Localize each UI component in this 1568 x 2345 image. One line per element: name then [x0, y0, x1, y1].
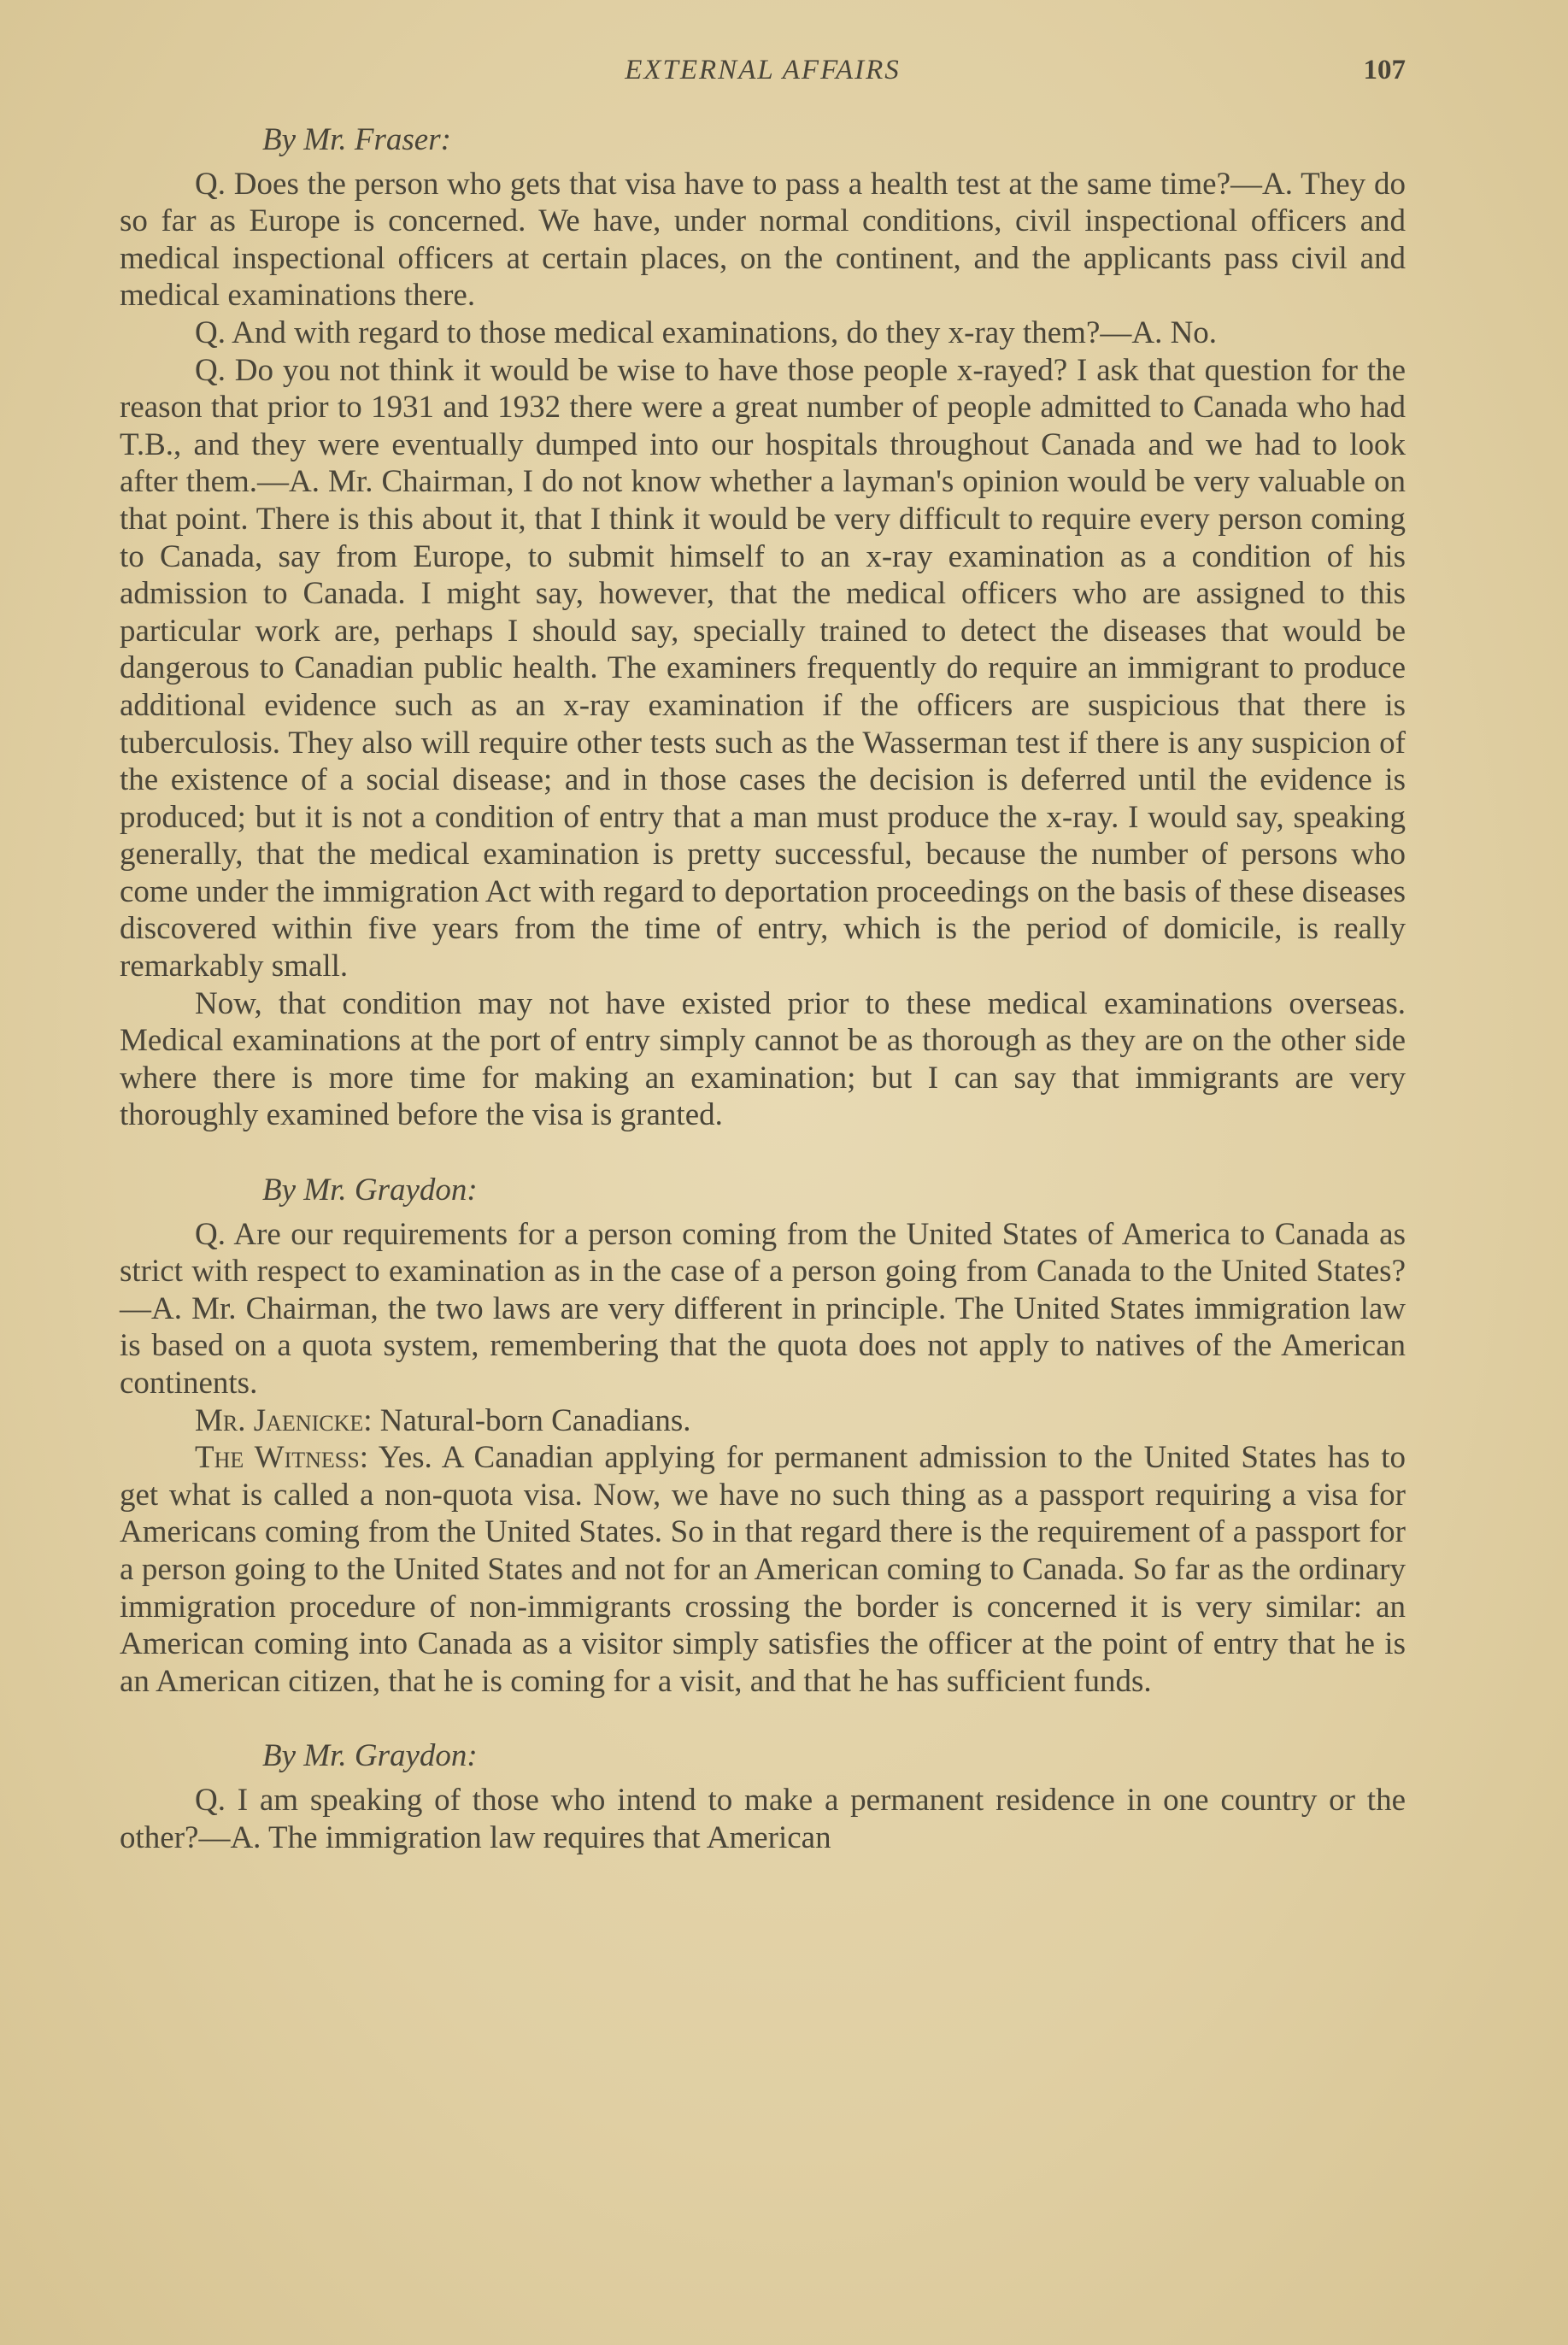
speaker-name: The Witness: [195, 1440, 368, 1476]
paragraph: Q. I am speaking of those who intend to make a permanent residence in one country or the other?—A. The immigration law requires that American [120, 1782, 1406, 1855]
page-header [120, 55, 1406, 97]
page-number: 107 [1363, 55, 1406, 85]
paragraph: Q. Are our requirements for a person coming from the United States of America to Canada as strict with respect to examination as in the case of a person going from Canada to the United States?—A. Mr. Chairman, the two laws are very different in principle. The United States immigration law is based on a quota system, remembering that the quota does not apply to natives of the American continents. [120, 1216, 1406, 1401]
speaker-name: Mr. Jaenicke: [195, 1402, 373, 1438]
dialogue-text: Natural-born Canadians. [379, 1402, 691, 1438]
paragraph: Now, that condition may not have existed prior to these medical examinations overseas. Medical examinations at the port of entry simply cannot be as thorough as they are on the other side where there is more time for making an examination; but I can say that immigrants are very thoroughly examined before the visa is granted. [120, 985, 1406, 1133]
dialogue-text: Yes. A Canadian applying for permanent admission to the United States has to get what is called a non-quota visa. Now, we have no such thing as a passport requiring a visa for Americans coming from the United States. So in that regard there is the requirement of a passport for a person going to the United States and not for an American coming to Canada. So far as the ordinary immigration procedure of non-immigrants crossing the border is concerned it is very similar: an American coming into Canada as a visitor simply satisfies the officer at the point of entry that he is an American citizen, that he is coming for a visit, and that he has sufficient funds. [120, 1440, 1406, 1699]
dialogue-paragraph [120, 1402, 1406, 1440]
speaker-heading: By Mr. Graydon: [262, 1172, 478, 1208]
paragraph: Q. Do you not think it would be wise to have those people x-rayed? I ask that question for the reason that prior to 1931 and 1932 there were a great number of people admitted to Canada who had T.B., and they were eventually dumped into our hospitals throughout Canada and we had to look after them.—A. Mr. Chairman, I do not know whether a layman's opinion would be very valuable on that point. There is this about it, that I think it would be very difficult to require every person coming to Canada, say from Europe, to submit himself to an x-ray examination as a condition of his admission to Canada. I might say, however, that the medical officers who are assigned to this particular work are, perhaps I should say, specially trained to detect the diseases that would be dangerous to Canadian public health. The examiners frequently do require an immigrant to produce additional evidence such as an x-ray examination if the officers are suspicious that there is tuberculosis. They also will require other tests such as the Wasserman test if there is any suspicion of the existence of a social disease; and in those cases the decision is deferred until the evidence is produced; but it is not a condition of entry that a man must produce the x-ray. I would say, speaking generally, that the medical examination is pretty successful, because the number of persons who come under the immigration Act with regard to deportation proceedings on the basis of these diseases discovered within five years from the time of entry, which is the period of domicile, is really remarkably small. [120, 352, 1406, 984]
running-head: EXTERNAL AFFAIRS [625, 55, 901, 85]
speaker-heading: By Mr. Fraser: [262, 122, 451, 157]
page-body [120, 121, 1406, 1856]
speaker-heading: By Mr. Graydon: [262, 1738, 478, 1774]
dialogue-paragraph [120, 1439, 1406, 1700]
paragraph: Q. Does the person who gets that visa have to pass a health test at the same time?—A. They do so far as Europe is concerned. We have, under normal conditions, civil inspectional officers and medical inspectional officers at certain places, on the continent, and the applicants pass civil and medical examinations there. [120, 166, 1406, 314]
paragraph: Q. And with regard to those medical examinations, do they x-ray them?—A. No. [195, 314, 1218, 350]
